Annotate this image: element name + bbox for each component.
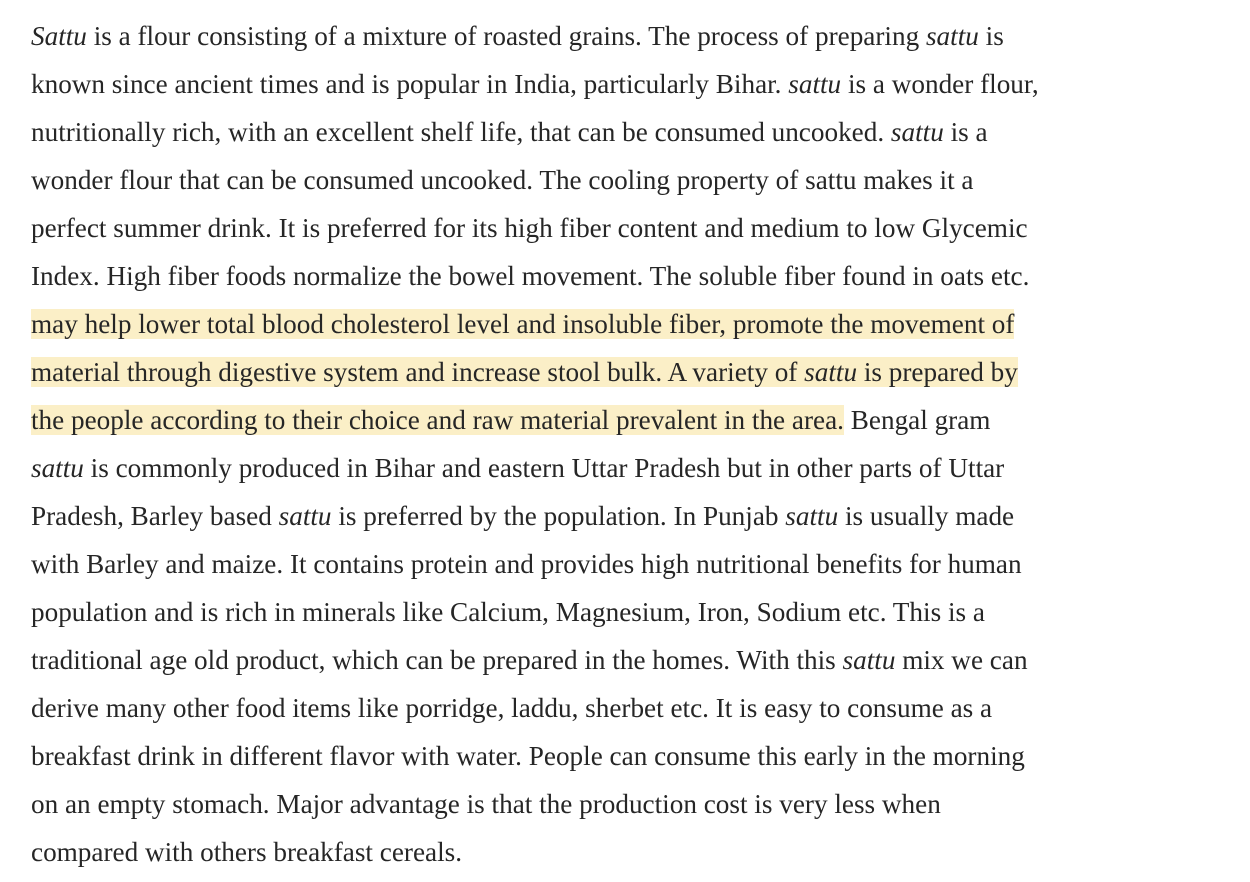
italic-term: sattu	[785, 501, 839, 531]
text-run: is a	[943, 117, 988, 147]
text-line-13	[31, 588, 1226, 636]
text-line-7-highlighted	[31, 300, 1226, 348]
text-run: is a wonder flour,	[841, 69, 1039, 99]
text-run: breakfast drink in different flavor with water. People can consume this early in the morning	[31, 741, 1025, 771]
text-run: compared with others breakfast cereals.	[31, 837, 463, 867]
text-run: is	[978, 21, 1004, 51]
text-run: with Barley and maize. It contains protein and provides high nutritional benefits for human	[31, 549, 1022, 579]
italic-term: sattu	[925, 21, 979, 51]
text-line-3	[31, 108, 1226, 156]
text-run: perfect summer drink. It is preferred for its high fiber content and medium to low Glycemic	[31, 213, 1028, 243]
text-line-8-highlighted	[31, 348, 1226, 396]
text-run: material through digestive system and increase stool bulk. A variety of	[31, 357, 805, 387]
sattu-paragraph	[31, 12, 1226, 876]
highlighted-text: the people according to their choice and raw material prevalent in the area.	[31, 405, 844, 435]
italic-term: sattu	[278, 501, 332, 531]
highlighted-text: may help lower total blood cholesterol level and insoluble fiber, promote the movement of	[31, 309, 1015, 339]
text-run: wonder flour that can be consumed uncooked. The cooling property of sattu makes it a	[31, 165, 974, 195]
text-run: mix we can	[895, 645, 1028, 675]
text-run: is usually made	[838, 501, 1015, 531]
text-line-5	[31, 204, 1226, 252]
text-line-15	[31, 684, 1226, 732]
text-run: is prepared by	[857, 357, 1018, 387]
italic-term: sattu	[788, 69, 842, 99]
italic-term: sattu	[804, 357, 858, 387]
text-run: Bengal gram	[843, 405, 991, 435]
text-line-9	[31, 396, 1226, 444]
text-run: traditional age old product, which can be prepared in the homes. With this	[31, 645, 843, 675]
text-line-2	[31, 60, 1226, 108]
text-line-1	[31, 12, 1226, 60]
text-line-14	[31, 636, 1226, 684]
italic-term: sattu	[890, 117, 944, 147]
text-run: on an empty stomach. Major advantage is that the production cost is very less when	[31, 789, 941, 819]
text-run: nutritionally rich, with an excellent shelf life, that can be consumed uncooked.	[31, 117, 891, 147]
text-run: is commonly produced in Bihar and eastern Uttar Pradesh but in other parts of Uttar	[83, 453, 1005, 483]
text-line-18	[31, 828, 1226, 876]
text-line-17	[31, 780, 1226, 828]
text-line-4	[31, 156, 1226, 204]
text-line-10	[31, 444, 1226, 492]
italic-term: sattu	[842, 645, 896, 675]
highlighted-text	[31, 357, 1018, 387]
text-run: derive many other food items like porridge, laddu, sherbet etc. It is easy to consume as a	[31, 693, 993, 723]
italic-term: sattu	[31, 453, 84, 483]
text-run: is a flour consisting of a mixture of roasted grains. The process of preparing	[86, 21, 926, 51]
text-line-11	[31, 492, 1226, 540]
text-run: Pradesh, Barley based	[31, 501, 279, 531]
text-run: Index. High fiber foods normalize the bowel movement. The soluble fiber found in oats etc.	[31, 261, 1030, 291]
text-line-6	[31, 252, 1226, 300]
text-run: is preferred by the population. In Punjab	[331, 501, 786, 531]
text-run: population and is rich in minerals like Calcium, Magnesium, Iron, Sodium etc. This is a	[31, 597, 985, 627]
italic-term: Sattu	[31, 21, 87, 51]
text-line-16	[31, 732, 1226, 780]
text-run: known since ancient times and is popular in India, particularly Bihar.	[31, 69, 789, 99]
text-line-12	[31, 540, 1226, 588]
